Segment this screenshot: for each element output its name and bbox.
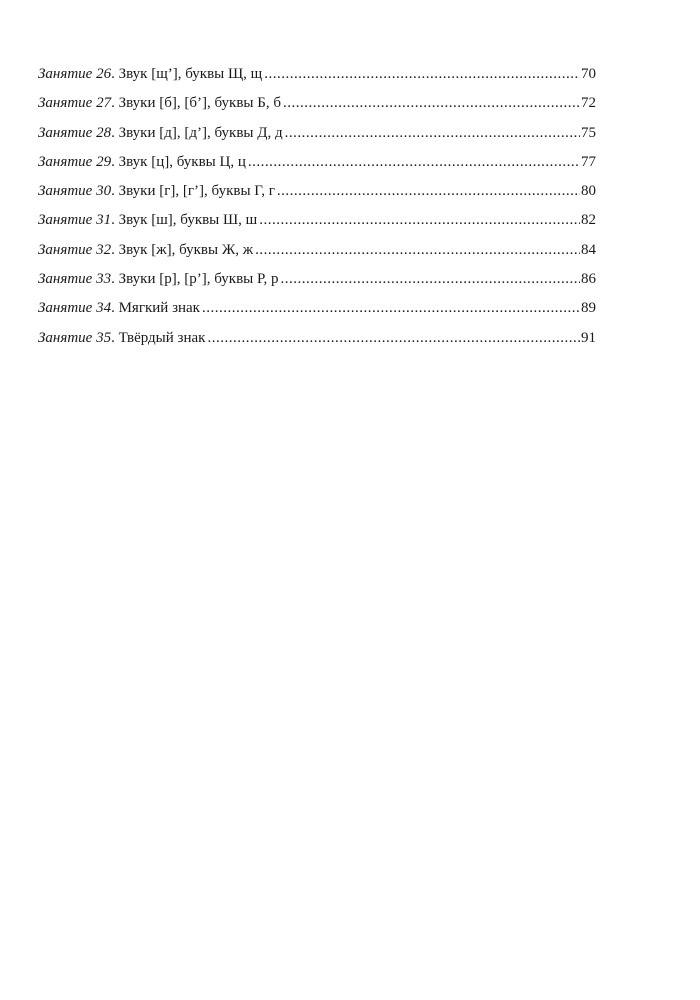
toc-entry-35 [38, 324, 596, 353]
toc-lesson-number: Занятие 34 [38, 300, 112, 317]
dot-leader [207, 324, 580, 353]
toc-entry-title: . Звуки [г], [г’], буквы Г, г [111, 183, 275, 200]
toc-entry-title: . Звуки [б], [б’], буквы Б, б [111, 95, 281, 112]
dot-leader [202, 294, 580, 323]
toc-page-number: 80 [581, 183, 596, 200]
table-of-contents [38, 60, 596, 353]
toc-lesson-number: Занятие 29 [38, 153, 112, 170]
toc-page-number: 75 [581, 124, 596, 141]
dot-leader [255, 236, 580, 265]
dot-leader [285, 119, 580, 148]
toc-entry-title: . Твёрдый знак [111, 329, 206, 346]
toc-page-number: 91 [581, 329, 596, 346]
toc-entry-34 [38, 294, 596, 323]
toc-entry-title: . Звуки [д], [д’], буквы Д, д [111, 124, 283, 141]
toc-entry-30 [38, 177, 596, 206]
toc-entry-title: . Звук [ц], буквы Ц, ц [111, 153, 246, 170]
toc-entry-31 [38, 206, 596, 235]
toc-entry-26 [38, 60, 596, 89]
toc-lesson-number: Занятие 35 [38, 329, 112, 346]
toc-lesson-number: Занятие 26 [38, 66, 112, 82]
toc-entry-title: . Звуки [р], [р’], буквы Р, р [111, 271, 279, 288]
toc-entry-33 [38, 265, 596, 294]
toc-page-number: 86 [581, 271, 596, 288]
toc-lesson-number: Занятие 28 [38, 124, 112, 141]
dot-leader [248, 148, 580, 177]
toc-entry-27 [38, 89, 596, 118]
dot-leader [264, 60, 580, 89]
toc-entry-title: . Звук [щ’], буквы Щ, щ [111, 66, 263, 82]
dot-leader [259, 206, 580, 235]
toc-lesson-number: Занятие 30 [38, 183, 112, 200]
toc-page-number: 70 [581, 66, 596, 82]
toc-entry-title: . Звук [ш], буквы Ш, ш [111, 212, 258, 229]
toc-page-number: 82 [581, 212, 596, 229]
toc-lesson-number: Занятие 27 [38, 95, 112, 112]
dot-leader [280, 265, 580, 294]
toc-lesson-number: Занятие 32 [38, 241, 112, 258]
toc-entry-32 [38, 236, 596, 265]
dot-leader [283, 89, 580, 118]
toc-entry-title: . Мягкий знак [111, 300, 200, 317]
toc-lesson-number: Занятие 33 [38, 271, 112, 288]
toc-page-number: 84 [581, 241, 596, 258]
toc-entry-28 [38, 119, 596, 148]
toc-page-number: 89 [581, 300, 596, 317]
toc-page-number: 77 [581, 153, 596, 170]
toc-page-number: 72 [581, 95, 596, 112]
toc-entry-title: . Звук [ж], буквы Ж, ж [111, 241, 254, 258]
toc-entry-29 [38, 148, 596, 177]
dot-leader [277, 177, 580, 206]
toc-lesson-number: Занятие 31 [38, 212, 112, 229]
